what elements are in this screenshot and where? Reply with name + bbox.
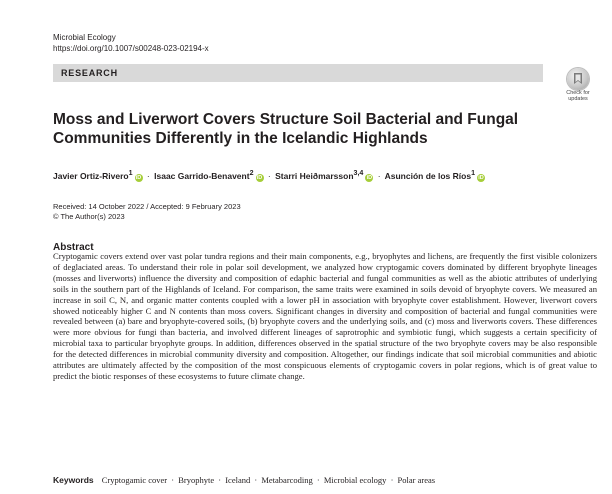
section-banner: [53, 64, 543, 82]
author-list: [53, 167, 485, 182]
article-title: Moss and Liverwort Covers Structure Soil Bacterial and Fungal Communities Differently in the Icelandic Highlands: [53, 111, 519, 147]
article-dates: Received: 14 October 2022 / Accepted: 9 February 2023: [53, 202, 241, 211]
orcid-icon[interactable]: iD: [478, 174, 484, 181]
copyright-notice: © The Author(s) 2023: [53, 212, 125, 221]
keyword-separator: ·: [254, 475, 258, 485]
check-for-updates-icon: [567, 68, 589, 90]
keywords-line: [53, 475, 435, 486]
keyword-item: Metabarcoding: [261, 475, 313, 485]
keyword-separator: ·: [316, 475, 320, 485]
section-label: RESEARCH: [61, 68, 118, 78]
author-separator: ·: [267, 170, 271, 181]
keyword-item: Microbial ecology: [323, 475, 387, 485]
journal-name: Microbial Ecology: [53, 33, 116, 42]
keyword-separator: ·: [171, 475, 175, 485]
doi-link[interactable]: https://doi.org/10.1007/s00248-023-02194-x: [53, 44, 209, 53]
keyword-item: Polar areas: [397, 475, 436, 485]
keywords-label: Keywords: [53, 475, 94, 485]
keyword-separator: ·: [218, 475, 222, 485]
orcid-icon[interactable]: iD: [135, 174, 142, 181]
keyword-item: Cryptogamic cover: [101, 475, 168, 485]
author-affiliation: 2: [249, 169, 254, 177]
abstract-heading: Abstract: [53, 242, 94, 253]
check-for-updates-button[interactable]: [562, 68, 594, 102]
author-name[interactable]: Isaac Garrido-Benavent: [154, 170, 250, 181]
author-affiliation: 1: [471, 169, 475, 177]
keyword-item: Bryophyte: [178, 475, 215, 485]
keyword-separator: ·: [390, 475, 394, 485]
check-for-updates-label: Check for updates: [566, 90, 590, 102]
author-affiliation: 3,4: [353, 169, 364, 177]
keyword-item: Iceland: [225, 475, 251, 485]
orcid-icon[interactable]: iD: [366, 174, 373, 181]
author-separator: ·: [146, 170, 150, 181]
author-name[interactable]: Asunción de los Ríos: [384, 170, 472, 181]
abstract-text: Cryptogamic covers extend over vast polar tundra regions and their main components, e.g., bryophytes and lichens, are frequently the first visible colonizers of deglaciated areas. To understand their role in polar soil development, we analyzed how cryptogamic covers dominated by different bryophyte lineages (mosses and liverworts) influence the diversity and composition of edaphic bacterial and fungal communities as well as the abiotic attributes of underlying soils in the southern part of the Highlands of Iceland. For comparison, the same traits were examined in soils devoid of bryophyte covers. We measured an increase in soil C, N, and organic matter contents coupled with a lower pH in association with bryophyte cover establishment. However, liverwort covers showed noticeably higher C and N contents than moss covers. Significant changes in diversity and composition of bacterial and fungal communities were revealed between (a) bare and bryophyte-covered soils, (b) bryophyte covers and the underlying soils, and (c) moss and liverworts covers. These differences were more obvious for fungi than bacteria, and involved different lineages of saprotrophic and symbiotic fungi, which suggests a certain specificity of microbial taxa to particular bryophyte groups. In addition, differences observed in the spatial structure of the two bryophyte covers may be also responsible for the detected differences in microbial community diversity and composition. Altogether, our findings indicate that soil microbial communities and abiotic attributes are ultimately affected by the composition of the most conspicuous elements of cryptogamic covers in polar regions, which is of great value to predict the biotic responses of these ecosystems to future climate change.: [53, 251, 597, 381]
author-name[interactable]: Starri Heiðmarsson: [275, 170, 354, 181]
author-name[interactable]: Javier Ortiz-Rivero: [53, 170, 129, 181]
orcid-icon[interactable]: iD: [256, 174, 263, 181]
author-affiliation: 1: [128, 169, 133, 177]
author-separator: ·: [377, 170, 381, 181]
bookmark-icon: [573, 73, 583, 85]
